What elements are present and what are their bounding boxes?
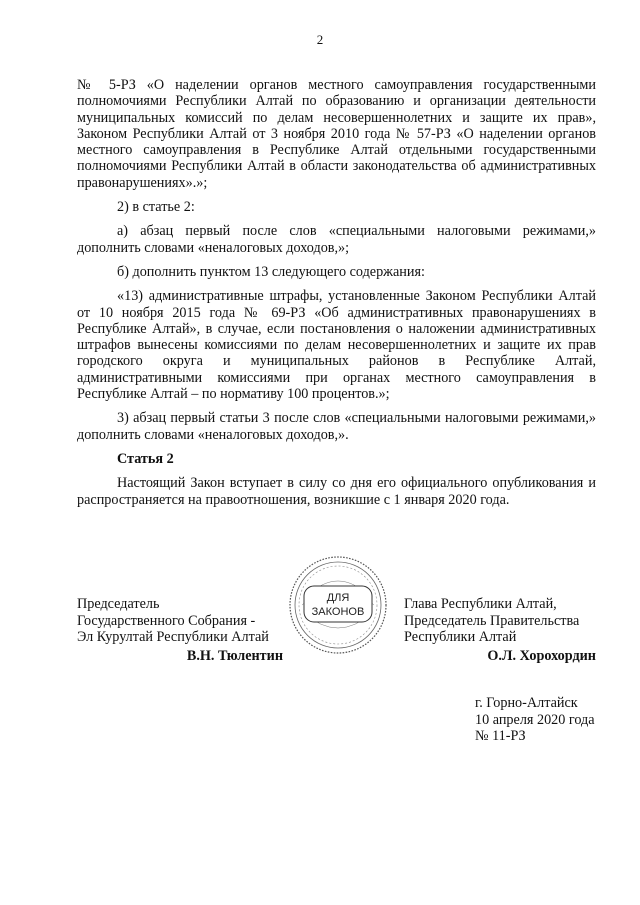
stamp-line-1: ДЛЯ [326,592,350,604]
paragraph-continuation: № 5-РЗ «О наделении органов местного самоуправления государственными полномочиями Республики Алтай по образованию и организации деятельности муниципальных комиссий по делам несовершеннолетних и защите их прав», Законом Республики Алтай от 3 ноября 2010 года № 57-РЗ «О наделении органов местного самоуправления в Республике Алтай отдельными государственными полномочиями Республики Алтай в области законодательства об административных правонарушениях».»; [77,77,596,191]
law-number: № 11-РЗ [475,728,526,744]
place-date-number [475,695,635,745]
seal-stamp [286,553,390,657]
signature-right-line-2: Председатель Правительства [404,612,580,629]
signature-left-line-1: Председатель [77,596,160,612]
signature-right-line-1: Глава Республики Алтай, [404,596,557,612]
stamp-line-2: ЗАКОНОВ [311,606,365,618]
article-2-text: Настоящий Закон вступает в силу со дня его официального опубликования и распространяется на правоотношения, возникшие с 1 января 2020 года. [77,475,596,508]
place-date: 10 апреля 2020 года [475,711,595,728]
signature-right [404,596,596,664]
signature-right-name: О.Л. Хорохордин [487,647,596,664]
signature-right-line-3: Республики Алтай [404,629,517,645]
place-city: г. Горно-Алтайск [475,695,578,711]
article-2-heading: Статья 2 [117,450,174,467]
law-body [77,77,596,516]
paragraph-item-3: 3) абзац первый статьи 3 после слов «специальными налоговыми режимами,» дополнить словами «неналоговых доходов,». [77,410,596,443]
paragraph-item-2b: б) дополнить пунктом 13 следующего содержания: [117,263,425,280]
page-number: 2 [316,32,324,47]
paragraph-item-13: «13) административные штрафы, установленные Законом Республики Алтай от 10 ноября 2015 года № 69-РЗ «Об административных правонарушениях в Республике Алтай», в случае, если постановления о наложении административных штрафов вынесены комиссиями по делам несовершеннолетних и защите их прав городского округа и муниципальных районов в Республике Алтай, административными комиссиями при органах местного самоуправления в Республике Алтай – по нормативу 100 процентов.»; [77,288,596,403]
signature-left [77,596,283,664]
signature-left-line-3: Эл Курултай Республики Алтай [77,629,269,645]
signature-left-name: В.Н. Тюлентин [186,647,283,664]
signature-left-line-2: Государственного Собрания - [77,612,256,629]
paragraph-item-2: 2) в статье 2: [117,199,195,216]
paragraph-item-2a: а) абзац первый после слов «специальными налоговыми режимами,» дополнить словами «неналоговых доходов,»; [77,223,596,256]
